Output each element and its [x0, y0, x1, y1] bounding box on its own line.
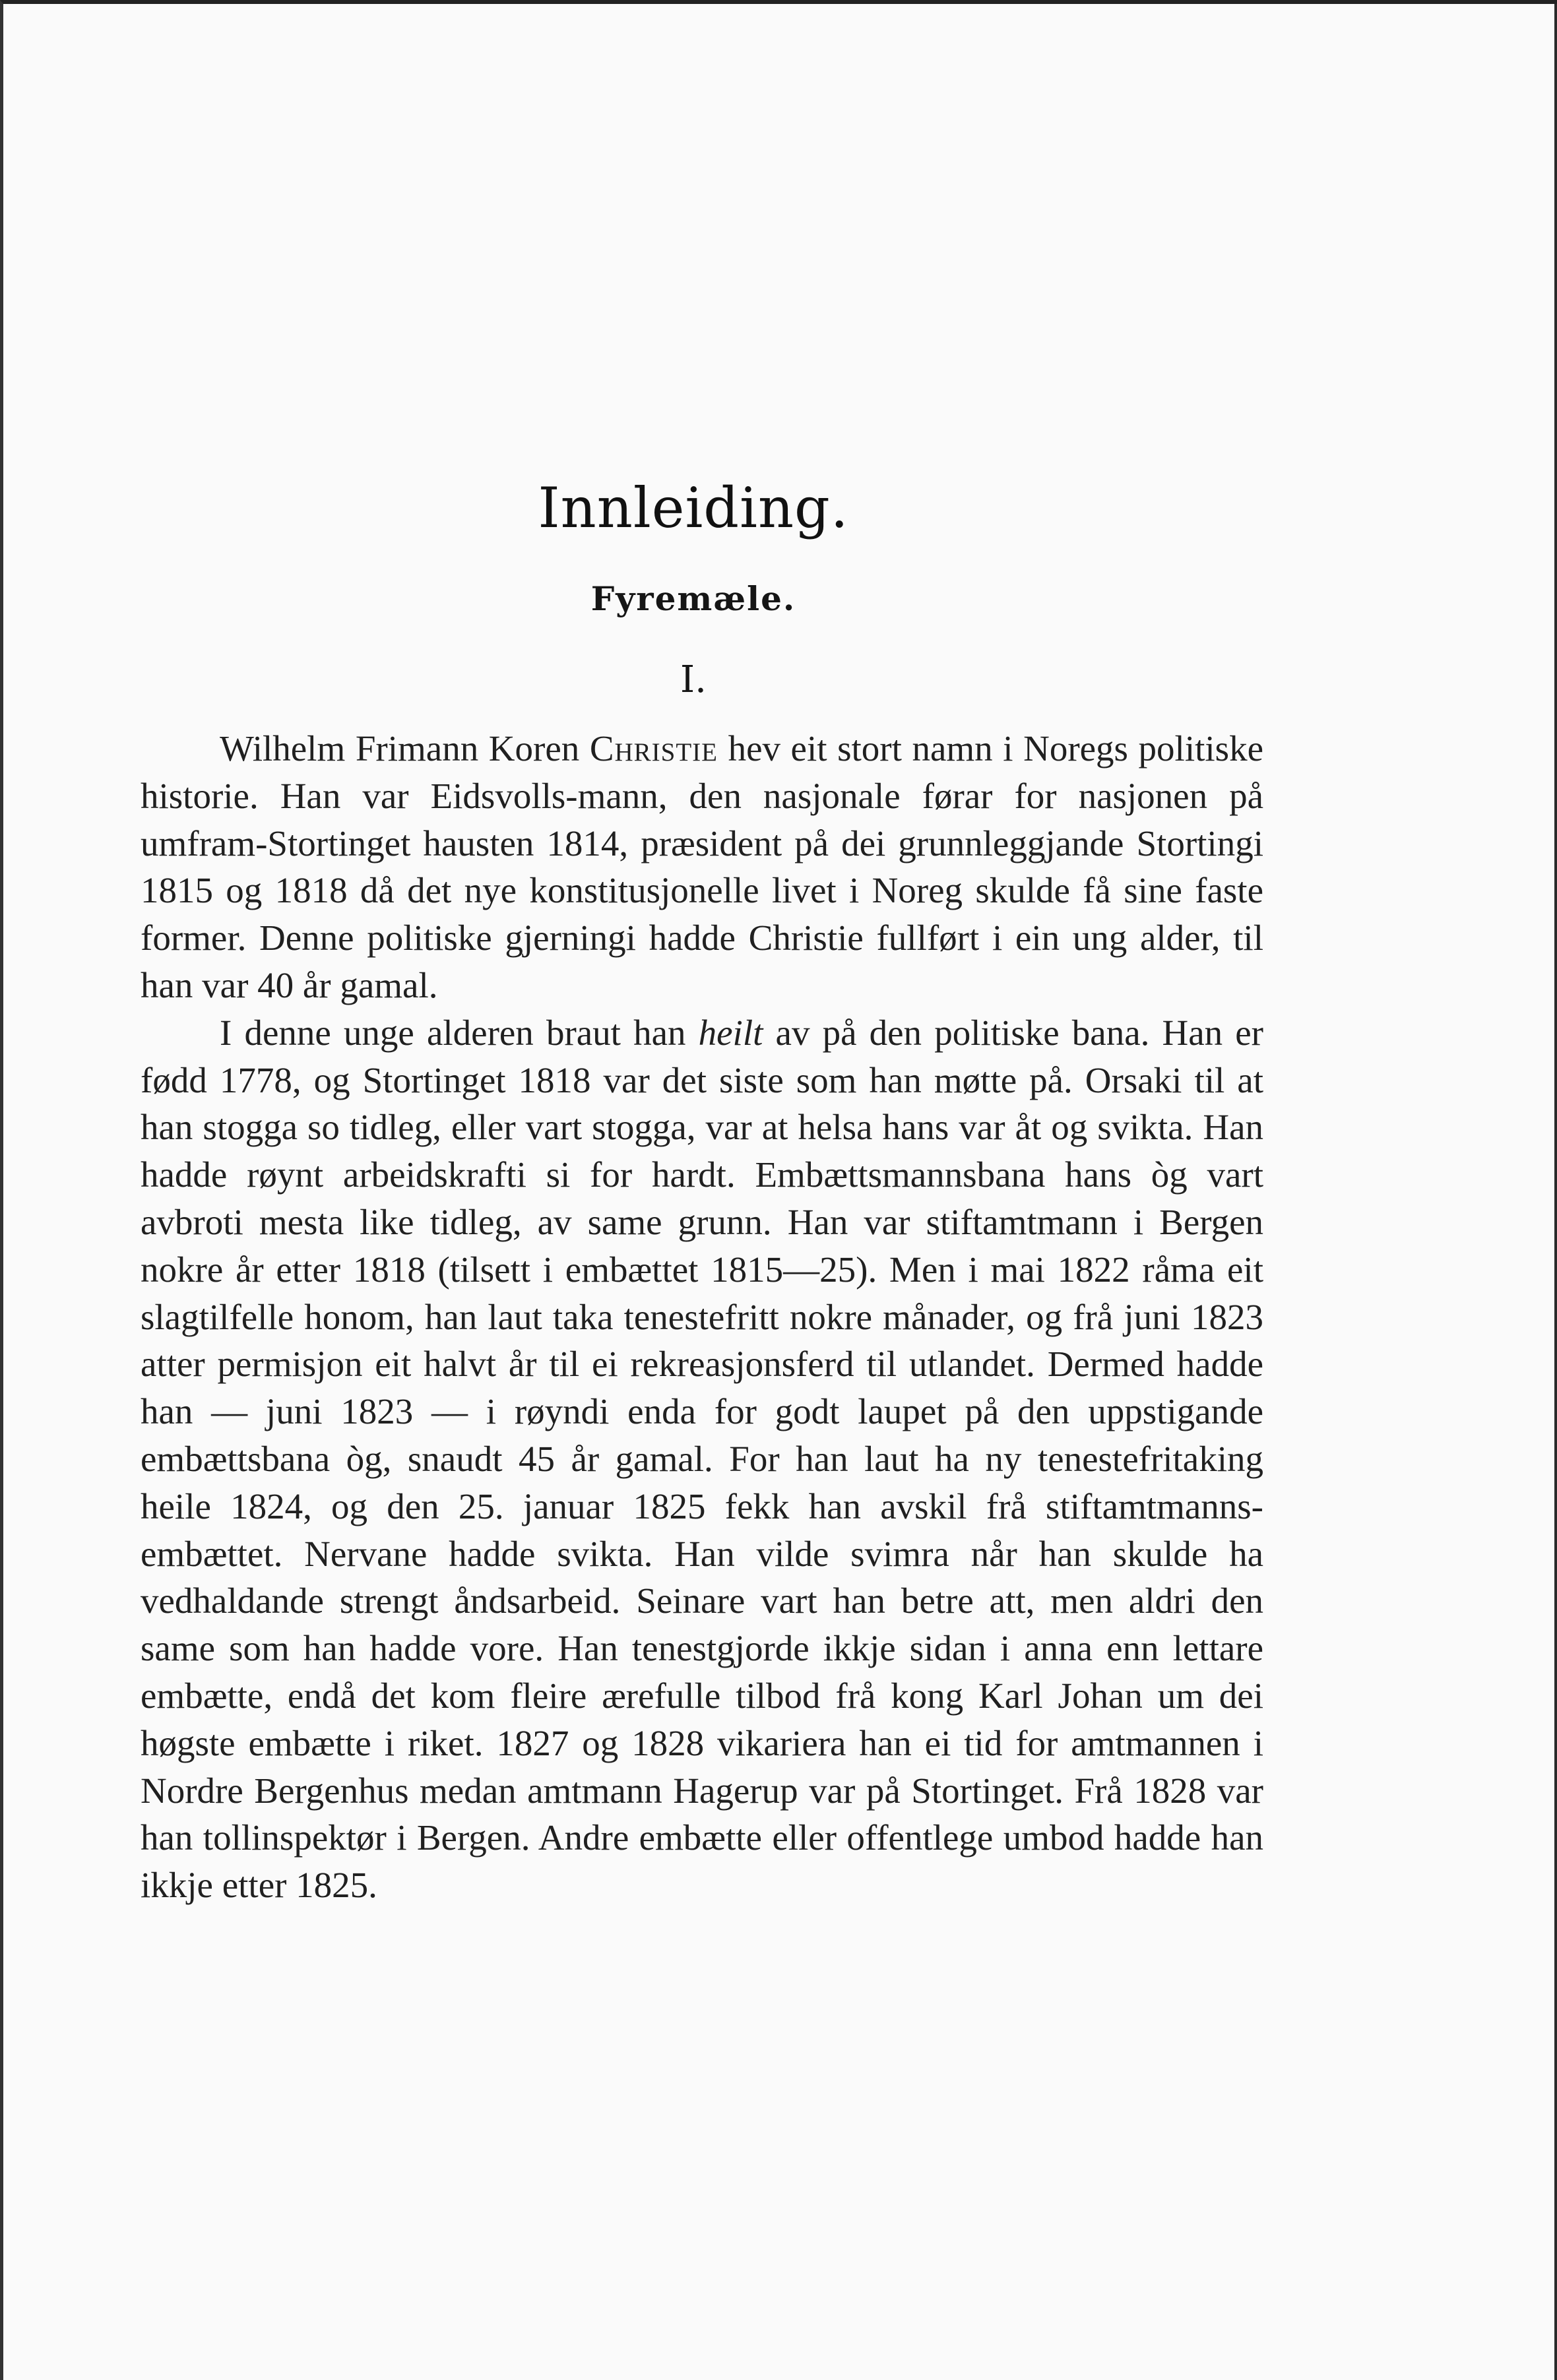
paragraph-2: [141, 1009, 1263, 1909]
paragraph-2-rest: av på den politiske bana. Han er fødd 1778, og Stortinget 1818 var det siste som han møtte på. Orsaki til at han stogga so tidleg, eller vart stogga, var at helsa hans var åt og svikta. Han hadde røynt arbeidskrafti si for hardt. Embættsmannsbana hans òg vart avbroti mesta like tidleg, av same grunn. Han var stiftamtmann i Bergen nokre år etter 1818 (tilsett i embættet 1815—25). Men i mai 1822 råma eit slagtilfelle honom, han laut taka tenestefritt nokre månader, og frå juni 1823 atter permisjon eit halvt år til ei rekreasjonsferd til utlandet. Dermed hadde han — juni 1823 — i røyndi enda for godt laupet på den uppstigande embættsbana òg, snaudt 45 år gamal. For han laut ha ny tenestefritaking heile 1824, og den 25. januar 1825 fekk han avskil frå stiftamtmanns-embættet. Nervane hadde svikta. Han vilde svimra når han skulde ha vedhaldande strengt åndsarbeid. Seinare vart han betre att, men aldri den same som han hadde vore. Han tenestgjorde ikkje sidan i anna enn lettare embætte, endå det kom fleire ærefulle tilbod frå kong Karl Johan um dei høgste embætte i riket. 1827 og 1828 vikariera han ei tid for amtmannen i Nordre Bergenhus medan amtmann Hagerup var på Stortinget. Frå 1828 var han tollinspektør i Bergen. Andre embætte eller offentlege umbod hadde han ikkje etter 1825.: [141, 1012, 1263, 1906]
body-text: [141, 725, 1263, 1909]
section-number: I.: [680, 658, 707, 701]
emphasis-word: heilt: [698, 1012, 763, 1053]
paragraph-2-lead: I denne unge alderen braut han: [220, 1012, 699, 1053]
page-title: Innleiding.: [538, 476, 849, 540]
paragraph-1-rest: hev eit stort namn i Noregs politiske historie. Han var Eidsvolls-mann, den nasjonale førar for nasjonen på umfram-Stortinget hausten 1814, præsident på dei grunnleggjande Stortingi 1815 og 1818 då det nye konstitusjonelle livet i Noreg skulde få sine faste former. Denne politiske gjerningi hadde Christie fullført i ein ung alder, til han var 40 år gamal.: [141, 728, 1263, 1005]
paragraph-1-lead: Wilhelm Frimann Koren: [220, 728, 590, 768]
section-subtitle: Fyremæle.: [590, 579, 796, 618]
surname-smallcaps: Christie: [589, 728, 718, 768]
page-edge: [1554, 4, 1557, 2380]
paragraph-1: [141, 725, 1263, 1009]
